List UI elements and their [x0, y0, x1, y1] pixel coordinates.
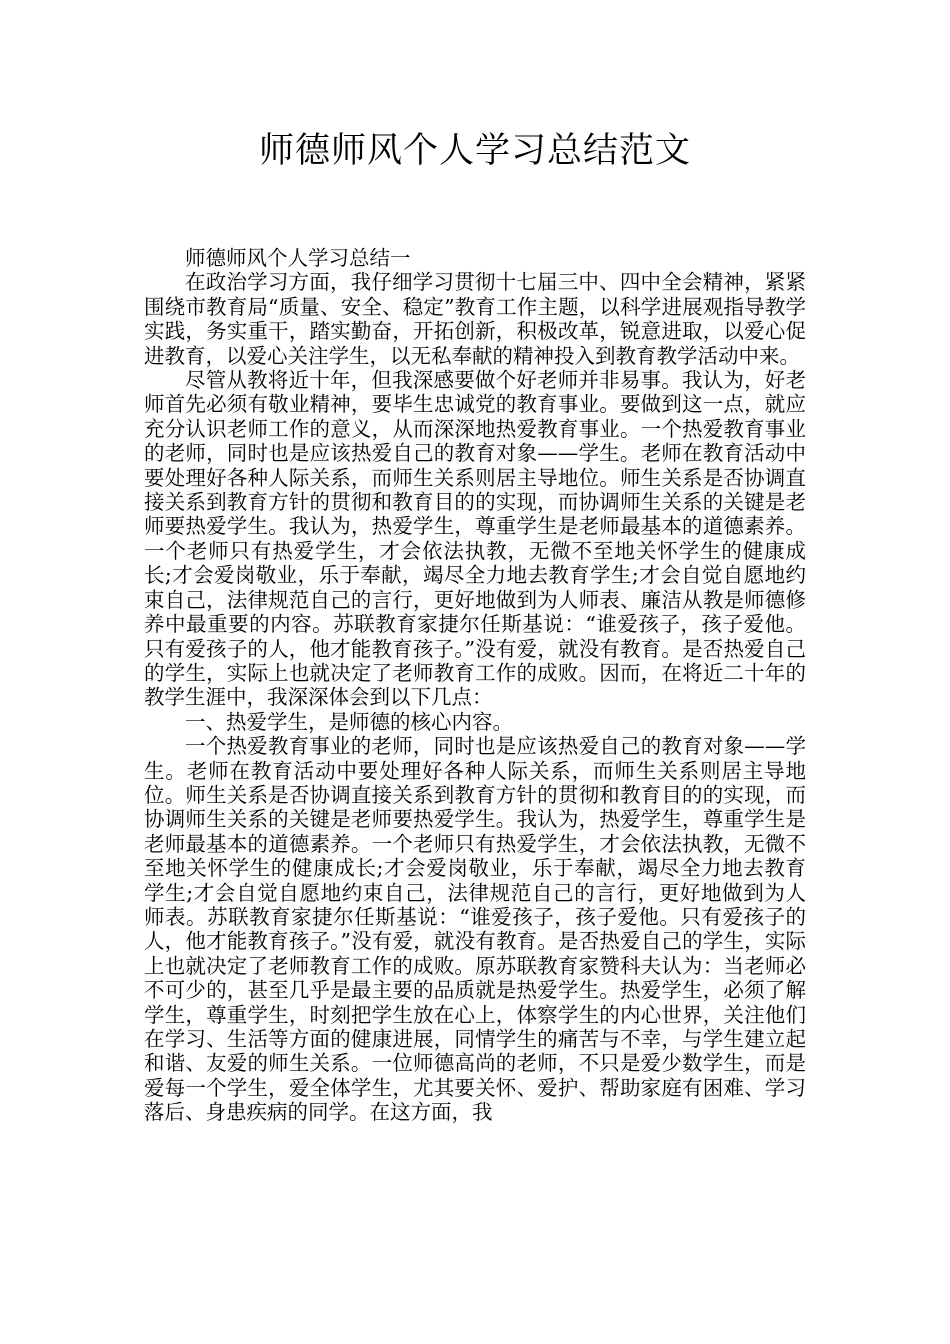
- paragraph: 在政治学习方面，我仔细学习贯彻十七届三中、四中全会精神，紧紧围绕市教育局“质量、安全、稳定”教育工作主题，以科学进展观指导教学实践，务实重干，踏实勤奋，开拓创新，积极改革，锐意进取，以爱心促进教育，以爱心关注学生，以无私奉献的精神投入到教育教学活动中来。: [144, 270, 806, 368]
- document-title: 师德师风个人学习总结范文: [258, 131, 691, 171]
- paragraph: 一个热爱教育事业的老师，同时也是应该热爱自己的教育对象——学生。老师在教育活动中要处理好各种人际关系，而师生关系则居主导地位。师生关系是否协调直接关系到教育方针的贯彻和教育目的的实现，而协调师生关系的关键是老师要热爱学生。我认为，热爱学生，尊重学生是老师最基本的道德素养。一个老师只有热爱学生，才会依法执教，无微不至地关怀学生的健康成长;才会爱岗敬业，乐于奉献，竭尽全力地去教育学生;才会自觉自愿地约束自己，法律规范自己的言行，更好地做到为人师表。苏联教育家捷尔任斯基说：“谁爱孩子，孩子爱他。只有爱孩子的人，他才能教育孩子。”没有爱，就没有教育。是否热爱自己的学生，实际上也就决定了老师教育工作的成败。原苏联教育家赞科夫认为：当老师必不可少的，甚至几乎是最主要的品质就是热爱学生。热爱学生，必须了解学生，尊重学生，时刻把学生放在心上，体察学生的内心世界，关注他们在学习、生活等方面的健康进展，同情学生的痛苦与不幸，与学生建立起和谐、友爱的师生关系。一位师德高尚的老师，不只是爱少数学生，而是爱每一个学生，爱全体学生，尤其要关怀、爱护、帮助家庭有困难、学习落后、身患疾病的同学。在这方面，我: [144, 734, 806, 1125]
- section-heading: 师德师风个人学习总结一: [185, 246, 411, 270]
- subsection-heading: 一、热爱学生，是师德的核心内容。: [185, 709, 513, 734]
- document-body: [144, 246, 806, 1125]
- paragraph: 尽管从教将近十年，但我深感要做个好老师并非易事。我认为，好老师首先必须有敬业精神，要毕生忠诚党的教育事业。要做到这一点，就应充分认识老师工作的意义，从而深深地热爱教育事业。一个热爱教育事业的老师，同时也是应该热爱自己的教育对象——学生。老师在教育活动中要处理好各种人际关系，而师生关系则居主导地位。师生关系是否协调直接关系到教育方针的贯彻和教育目的的实现，而协调师生关系的关键是老师要热爱学生。我认为，热爱学生，尊重学生是老师最基本的道德素养。一个老师只有热爱学生，才会依法执教，无微不至地关怀学生的健康成长;才会爱岗敬业，乐于奉献，竭尽全力地去教育学生;才会自觉自愿地约束自己，法律规范自己的言行，更好地做到为人师表、廉洁从教是师德修养中最重要的内容。苏联教育家捷尔任斯基说：“谁爱孩子，孩子爱他。只有爱孩子的人，他才能教育孩子。”没有爱，就没有教育。是否热爱自己的学生，实际上也就决定了老师教育工作的成败。因而，在将近二十年的教学生涯中，我深深体会到以下几点：: [144, 368, 806, 710]
